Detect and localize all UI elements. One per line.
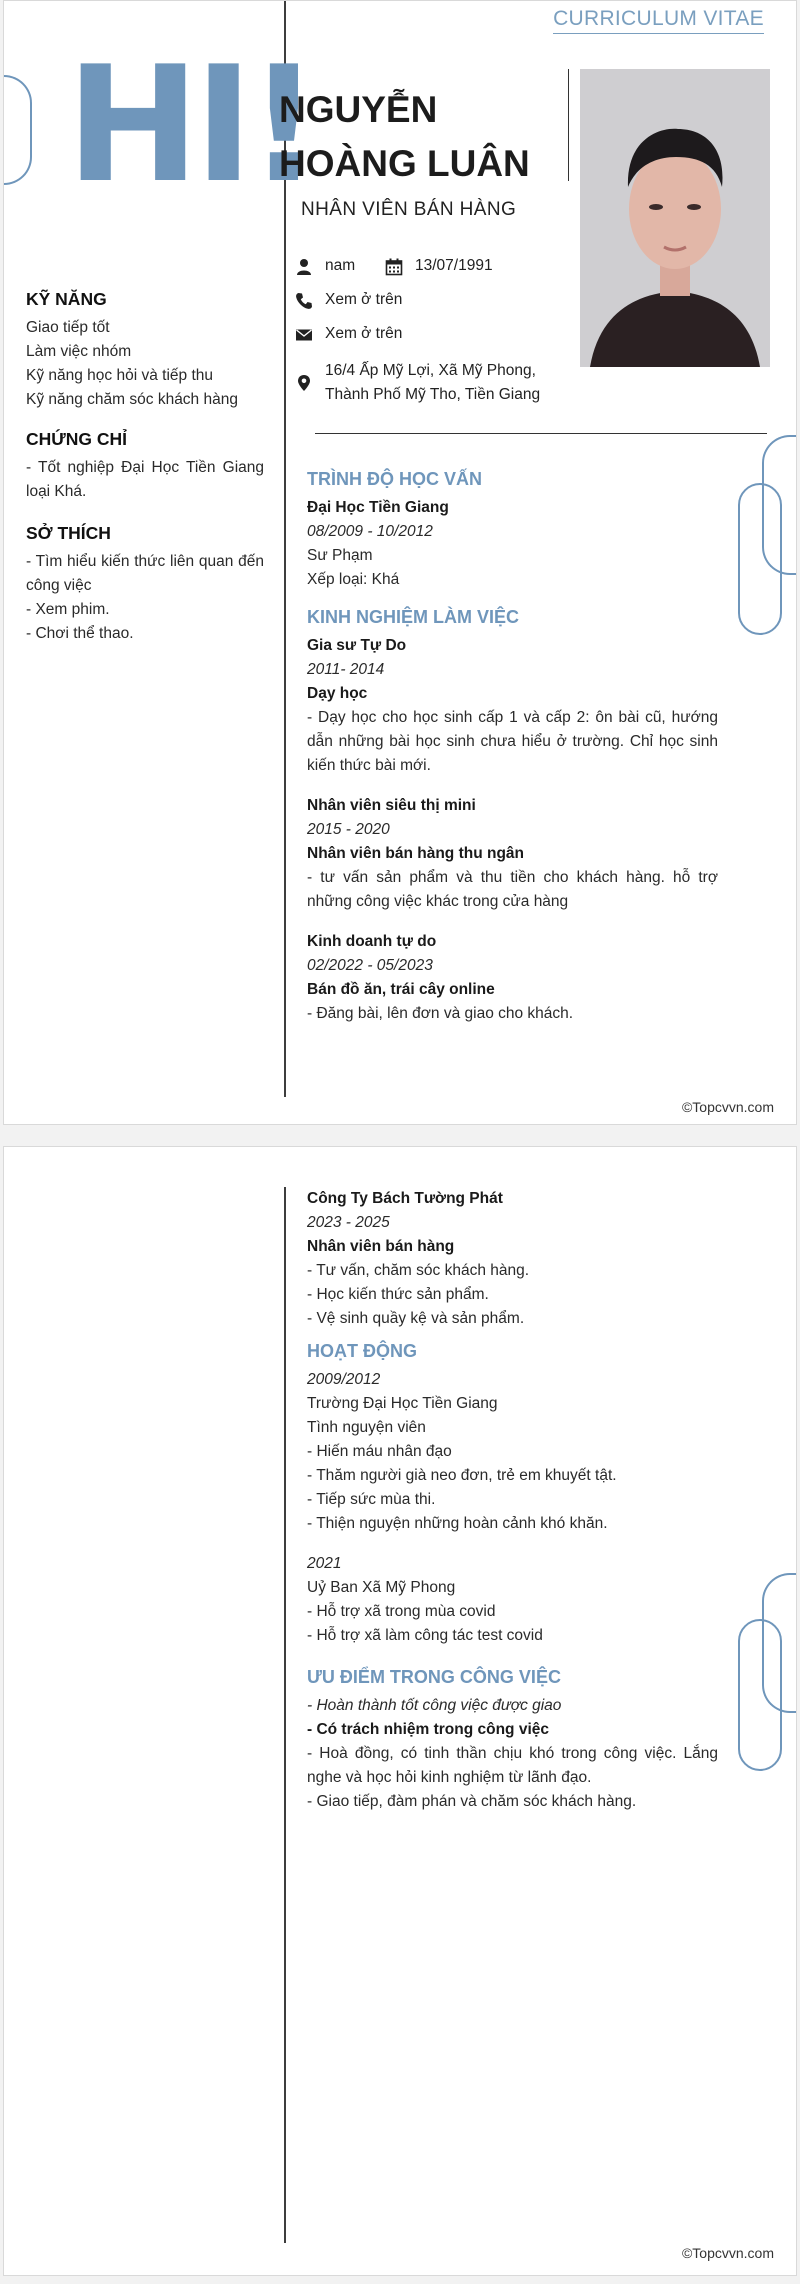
experience-detail: - Dạy học cho học sinh cấp 1 và cấp 2: ôn bài cũ, hướng dẫn những bài học sinh chưa hiểu ở trường. Chỉ học sinh kiến thức bài mới. <box>307 709 718 774</box>
education-title: TRÌNH ĐỘ HỌC VẤN <box>307 469 482 489</box>
vertical-divider <box>284 1187 286 2243</box>
candidate-name <box>279 83 539 191</box>
address-value: 16/4 Ấp Mỹ Lợi, Xã Mỹ Phong, Thành Phố Mỹ Tho, Tiền Giang <box>325 362 541 403</box>
activity-detail: - Hiến máu nhân đạo <box>307 1443 452 1460</box>
certificate-text: - Tốt nghiệp Đại Học Tiền Giang loại Khá. <box>26 459 264 500</box>
cv-page-2 <box>3 1146 797 2276</box>
experience-role: Nhân viên bán hàng thu ngân <box>307 845 524 862</box>
skill-item: Làm việc nhóm <box>26 343 132 360</box>
location-pin-icon <box>295 374 313 392</box>
education-grade: Xếp loại: Khá <box>307 571 400 588</box>
experience-title: KINH NGHIỆM LÀM VIỆC <box>307 607 520 627</box>
address-row <box>295 362 575 407</box>
activity-period: 2009/2012 <box>307 1371 381 1388</box>
experience-company: Kinh doanh tự do <box>307 933 437 950</box>
experience-item <box>307 634 718 778</box>
gender-value: nam <box>325 257 356 274</box>
activity-detail: - Tiếp sức mùa thi. <box>307 1491 436 1508</box>
experience-company: Gia sư Tự Do <box>307 637 407 654</box>
activities-section <box>307 1341 718 1648</box>
hobby-item: - Chơi thể thao. <box>26 625 134 642</box>
skills-section <box>26 289 264 412</box>
skill-item: Kỹ năng học hỏi và tiếp thu <box>26 367 213 384</box>
birthday-row <box>385 257 493 278</box>
experience-period: 2023 - 2025 <box>307 1214 390 1231</box>
experience-detail: - Tư vấn, chăm sóc khách hàng. <box>307 1262 530 1279</box>
decorative-shape-left <box>3 75 32 185</box>
strength-item: - Hoàn thành tốt công việc được giao <box>307 1697 562 1714</box>
footer-watermark: ©Topcvvn.com <box>681 2245 774 2261</box>
experience-period: 02/2022 - 05/2023 <box>307 957 433 974</box>
experience-section <box>307 607 718 1026</box>
experience-role: Dạy học <box>307 685 368 702</box>
phone-icon <box>295 292 313 310</box>
skills-title: KỸ NĂNG <box>26 289 107 309</box>
activity-item <box>307 1552 718 1648</box>
photo-divider <box>568 69 569 181</box>
strength-item: - Có trách nhiệm trong công việc <box>307 1721 549 1738</box>
spacer <box>307 914 718 930</box>
birthday-value: 13/07/1991 <box>415 257 493 274</box>
activity-org: Uỷ Ban Xã Mỹ Phong <box>307 1579 456 1596</box>
experience-role: Nhân viên bán hàng <box>307 1238 455 1255</box>
experience-period: 2011- 2014 <box>307 661 385 678</box>
certificates-section <box>26 429 264 504</box>
experience-company: Công Ty Bách Tường Phát <box>307 1190 503 1207</box>
decorative-shape-right-inner <box>738 1619 782 1771</box>
footer-watermark: ©Topcvvn.com <box>681 1099 774 1115</box>
hobbies-title: SỞ THÍCH <box>26 523 111 543</box>
activity-detail: - Hỗ trợ xã trong mùa covid <box>307 1603 496 1620</box>
activity-detail: - Thăm người già neo đơn, trẻ em khuyết tật. <box>307 1467 617 1484</box>
hobby-item: - Tìm hiểu kiến thức liên quan đến công việc <box>26 553 264 594</box>
strength-item: - Hoà đồng, có tinh thần chịu khó trong công việc. Lắng nghe và học hỏi kinh nghiệm từ lãnh đạo. <box>307 1745 718 1786</box>
hobbies-section <box>26 523 264 646</box>
email-value: Xem ở trên <box>325 325 403 342</box>
phone-value: Xem ở trên <box>325 291 403 308</box>
hi-greeting: HI! <box>66 31 315 218</box>
spacer <box>307 1536 718 1552</box>
education-period: 08/2009 - 10/2012 <box>307 523 433 540</box>
phone-row <box>295 291 402 312</box>
activity-detail: - Thiện nguyện những hoàn cảnh khó khăn. <box>307 1515 608 1532</box>
gender-row <box>295 257 355 278</box>
experience-detail: - Học kiến thức sản phẩm. <box>307 1286 489 1303</box>
activities-title: HOẠT ĐỘNG <box>307 1341 417 1361</box>
activity-role: Tình nguyện viên <box>307 1419 426 1436</box>
experience-company: Nhân viên siêu thị mini <box>307 797 476 814</box>
profile-photo <box>580 69 770 367</box>
experience-detail: - Vệ sinh quầy kệ và sản phẩm. <box>307 1310 525 1327</box>
strength-item: - Giao tiếp, đàm phán và chăm sóc khách hàng. <box>307 1793 637 1810</box>
spacer <box>307 778 718 794</box>
experience-continued-section <box>307 1187 718 1331</box>
experience-detail: - tư vấn sản phẩm và thu tiền cho khách hàng. hỗ trợ những công việc khác trong cửa hàng <box>307 869 718 910</box>
skill-item: Giao tiếp tốt <box>26 319 110 336</box>
cv-page-1 <box>3 0 797 1125</box>
name-line-2: HOÀNG LUÂN <box>279 143 530 184</box>
person-icon <box>295 258 313 276</box>
experience-detail: - Đăng bài, lên đơn và giao cho khách. <box>307 1005 574 1022</box>
education-major: Sư Phạm <box>307 547 373 564</box>
experience-item <box>307 1187 718 1331</box>
experience-role: Bán đồ ăn, trái cây online <box>307 981 495 998</box>
experience-item <box>307 794 718 914</box>
experience-period: 2015 - 2020 <box>307 821 390 838</box>
hobby-item: - Xem phim. <box>26 601 110 618</box>
experience-item <box>307 930 718 1026</box>
calendar-icon <box>385 258 403 276</box>
activity-detail: - Hỗ trợ xã làm công tác test covid <box>307 1627 543 1644</box>
activity-org: Trường Đại Học Tiền Giang <box>307 1395 498 1412</box>
education-section <box>307 469 718 592</box>
decorative-shape-right-inner <box>738 483 782 635</box>
strengths-section <box>307 1667 718 1814</box>
activity-period: 2021 <box>307 1555 342 1572</box>
education-school: Đại Học Tiền Giang <box>307 499 449 516</box>
header-divider <box>315 433 767 434</box>
skill-item: Kỹ năng chăm sóc khách hàng <box>26 391 238 408</box>
strengths-title: ƯU ĐIỂM TRONG CÔNG VIỆC <box>307 1667 561 1687</box>
envelope-icon <box>295 326 313 344</box>
curriculum-vitae-label: CURRICULUM VITAE <box>553 7 764 34</box>
certificates-title: CHỨNG CHỈ <box>26 429 128 449</box>
activity-item <box>307 1368 718 1536</box>
name-line-1: NGUYỄN <box>279 89 438 130</box>
email-row <box>295 325 402 346</box>
job-title: NHÂN VIÊN BÁN HÀNG <box>301 199 517 220</box>
